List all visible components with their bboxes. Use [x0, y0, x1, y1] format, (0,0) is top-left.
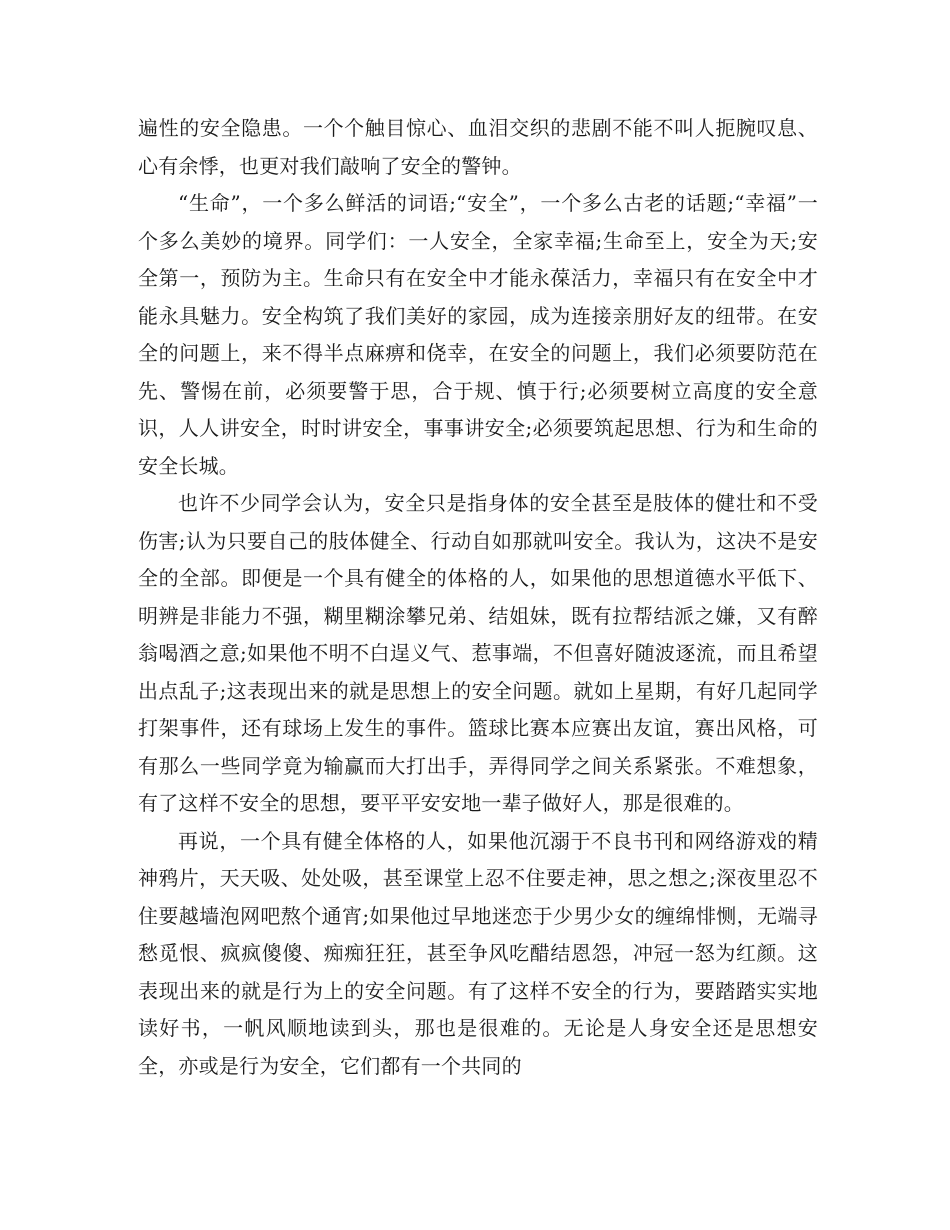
paragraph-2: “生命”，一个多么鲜活的词语;“安全”，一个多么古老的话题;“幸福”一个多么美妙的境界。同学们：一人安全，全家幸福;生命至上，安全为天;安全第一，预防为主。生命只有在安全中才能永葆活力，幸福只有在安全中才能永具魅力。安全构筑了我们美好的家园，成为连接亲朋好友的纽带。在安全的问题上，来不得半点麻痹和侥幸，在安全的问题上，我们必须要防范在先、警惕在前，必须要警于思，合于规、慎于行;必须要树立高度的安全意识，人人讲安全，时时讲安全，事事讲安全;必须要筑起思想、行为和生命的安全长城。 — [138, 191, 818, 478]
document-body — [138, 110, 818, 1085]
paragraph-3: 也许不少同学会认为，安全只是指身体的安全甚至是肢体的健壮和不受伤害;认为只要自己的肢体健全、行动自如那就叫安全。我认为，这决不是安全的全部。即便是一个具有健全的体格的人，如果他的思想道德水平低下、明辨是非能力不强，糊里糊涂攀兄弟、结姐妹，既有拉帮结派之嫌，又有醉翁喝酒之意;如果他不明不白逞义气、惹事端，不但喜好随波逐流，而且希望出点乱子;这表现出来的就是思想上的安全问题。就如上星期，有好几起同学打架事件，还有球场上发生的事件。篮球比赛本应赛出友谊，赛出风格，可有那么一些同学竟为输赢而大打出手，弄得同学之间关系紧张。不难想象，有了这样不安全的思想，要平平安安地一辈子做好人，那是很难的。 — [138, 491, 818, 815]
paragraph-1: 遍性的安全隐患。一个个触目惊心、血泪交织的悲剧不能不叫人扼腕叹息、心有余悸，也更对我们敲响了安全的警钟。 — [138, 116, 818, 178]
paragraph-4: 再说，一个具有健全体格的人，如果他沉溺于不良书刊和网络游戏的精神鸦片，天天吸、处处吸，甚至课堂上忍不住要走神，思之想之;深夜里忍不住要越墙泡网吧熬个通宵;如果他过早地迷恋于少男少女的缠绵悱恻，无端寻愁觅恨、疯疯傻傻、痴痴狂狂，甚至争风吃醋结恩怨，冲冠一怒为红颜。这表现出来的就是行为上的安全问题。有了这样不安全的行为，要踏踏实实地读好书，一帆风顺地读到头，那也是很难的。无论是人身安全还是思想安全，亦或是行为安全，它们都有一个共同的 — [138, 828, 818, 1078]
